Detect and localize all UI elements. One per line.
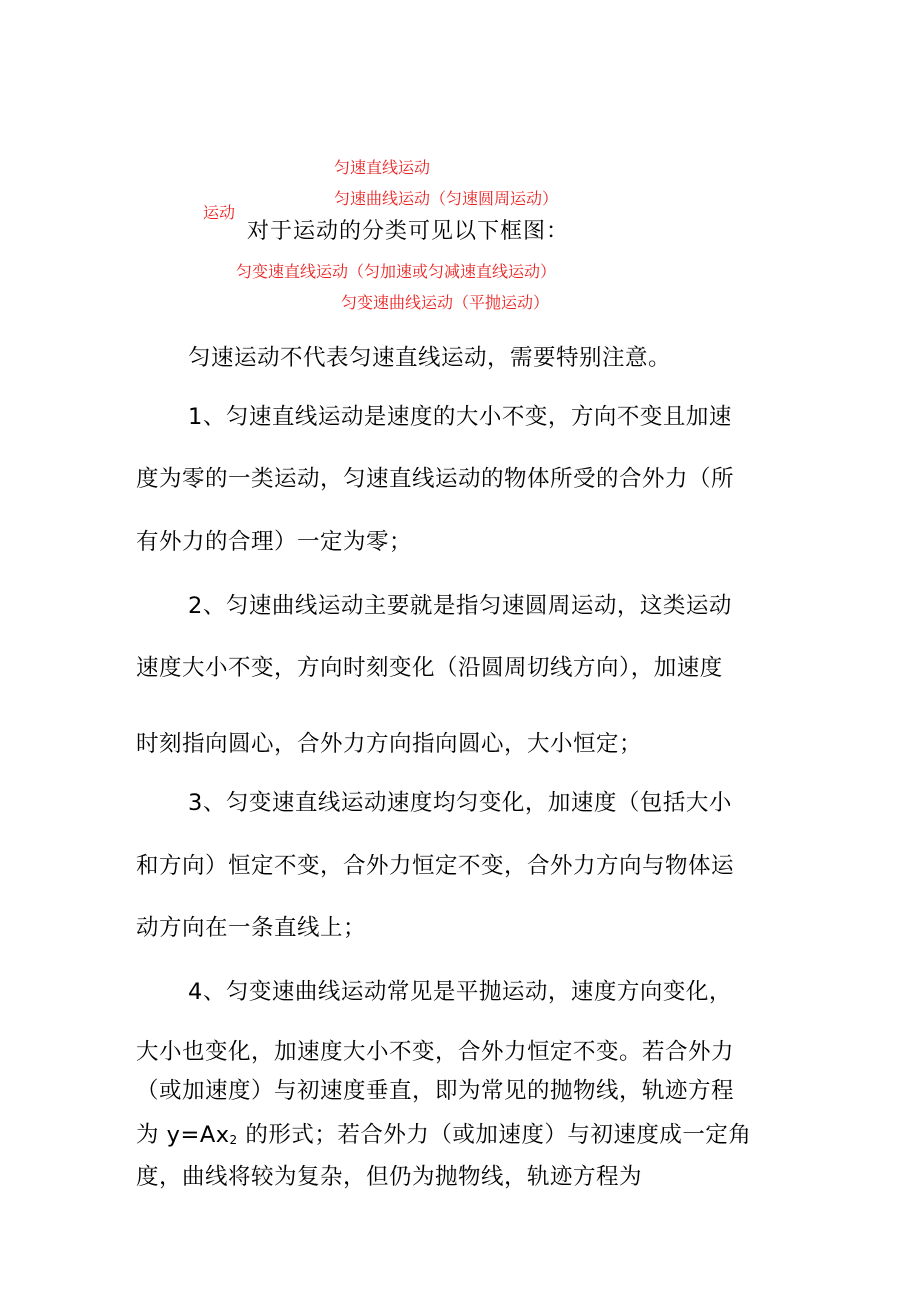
paragraph-2-line-1: 2、匀速曲线运动主要就是指匀速圆周运动，这类运动 bbox=[188, 593, 732, 619]
diagram-variable-curve: 匀变速曲线运动（平抛运动） bbox=[341, 293, 550, 312]
diagram-heading: 对于运动的分类可见以下框图： bbox=[247, 219, 570, 244]
diagram-uniform-straight: 匀速直线运动 bbox=[334, 158, 431, 177]
equation-subscript: 2 bbox=[229, 1133, 238, 1147]
paragraph-1-line-2: 度为零的一类运动，匀速直线运动的物体所受的合外力（所 bbox=[136, 466, 735, 492]
paragraph-3-line-3: 动方向在一条直线上； bbox=[136, 915, 367, 941]
paragraph-4-line-5: 度，曲线将较为复杂，但仍为抛物线，轨迹方程为 bbox=[136, 1164, 643, 1190]
intro-line: 匀速运动不代表匀速直线运动，需要特别注意。 bbox=[188, 345, 672, 371]
paragraph-4-line-3: （或加速度）与初速度垂直，即为常见的抛物线，轨迹方程 bbox=[136, 1078, 735, 1104]
paragraph-2-line-2: 速度大小不变，方向时刻变化（沿圆周切线方向），加速度 bbox=[136, 655, 723, 681]
paragraph-4-line-4 bbox=[136, 1120, 751, 1155]
paragraph-3-line-2: 和方向）恒定不变，合外力恒定不变，合外力方向与物体运 bbox=[136, 853, 735, 879]
paragraph-3-line-1: 3、匀变速直线运动速度均匀变化，加速度（包括大小 bbox=[188, 790, 732, 816]
paragraph-4-line-2: 大小也变化，加速度大小不变，合外力恒定不变。若合外力 bbox=[136, 1039, 735, 1065]
diagram-root-motion: 运动 bbox=[203, 203, 236, 222]
paragraph-4-line-1: 4、匀变速曲线运动常见是平抛运动，速度方向变化， bbox=[188, 979, 732, 1005]
paragraph-2-line-3: 时刻指向圆心，合外力方向指向圆心，大小恒定； bbox=[136, 731, 643, 757]
diagram-uniform-curve: 匀速曲线运动（匀速圆周运动） bbox=[334, 189, 559, 208]
equation-suffix: 的形式；若合外力（或加速度）与初速度成一定角 bbox=[237, 1122, 752, 1148]
paragraph-1-line-1: 1、匀速直线运动是速度的大小不变，方向不变且加速 bbox=[188, 404, 732, 430]
equation-prefix: 为 y=Ax bbox=[136, 1122, 230, 1148]
paragraph-1-line-3: 有外力的合理）一定为零； bbox=[136, 529, 413, 555]
diagram-variable-straight: 匀变速直线运动（匀加速或匀减速直线运动） bbox=[236, 262, 557, 281]
